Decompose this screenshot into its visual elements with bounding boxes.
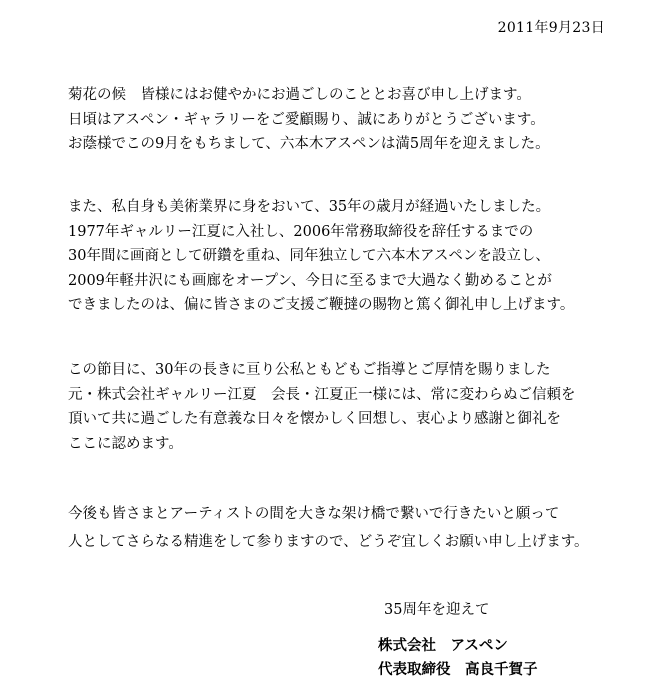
paragraph-line: 人としてさらなる精進をして参りますので、どうぞ宜しくお願い申し上げます。: [68, 534, 589, 550]
paragraph-gratitude: [68, 358, 628, 456]
paragraph-line: 今後も皆さまとアーティストの間を大きな架け橋で繋いで行きたいと願って: [68, 506, 560, 522]
paragraph-line: 元・株式会社ギャルリー江夏 会長・江夏正一様には、常に変わらぬご信頼を: [68, 386, 576, 403]
closing-phrase: 35周年を迎えて: [384, 602, 490, 618]
paragraph-line: また、私自身も美術業界に身をおいて、35年の歳月が経過いたしました。: [68, 199, 551, 215]
paragraph-future: [68, 500, 628, 556]
paragraph-line: できましたのは、偏に皆さまのご支援ご鞭撻の賜物と篤く御礼申し上げます。: [68, 297, 575, 313]
company-name: 株式会社 アスペン: [378, 637, 508, 654]
paragraph-line: 2009年軽井沢にも画廊をオープン、今日に至るまで大過なく勤めることが: [68, 272, 552, 289]
signer-name: 代表取締役 高良千賀子: [378, 661, 538, 678]
paragraph-line: 30年間に画商として研鑽を重ね、同年独立して六本木アスペンを設立し、: [68, 248, 550, 264]
paragraph-line: ここに認めます。: [68, 435, 183, 452]
letter-date: 2011年9月23日: [497, 20, 605, 36]
paragraph-line: この節目に、30年の長きに亘り公私ともどもご指導とご厚情を賜りました: [68, 362, 551, 378]
paragraph-line: 1977年ギャルリー江夏に入社し、2006年常務取締役を辞任するまでの: [68, 223, 534, 240]
paragraph-line: 菊花の候 皆様にはお健やかにお過ごしのこととお喜び申し上げます。: [68, 87, 531, 103]
paragraph-line: 頂いて共に過ごした有意義な日々を懐かしく回想し、衷心より感謝と御礼を: [68, 411, 561, 427]
paragraph-line: お蔭様でこの9月をもちまして、六本木アスペンは満5周年を迎えました。: [68, 136, 550, 152]
paragraph-career: [68, 195, 628, 318]
paragraph-line: 日頃はアスペン・ギャラリーをご愛顧賜り、誠にありがとうございます。: [68, 111, 545, 128]
paragraph-greeting: [68, 83, 628, 157]
